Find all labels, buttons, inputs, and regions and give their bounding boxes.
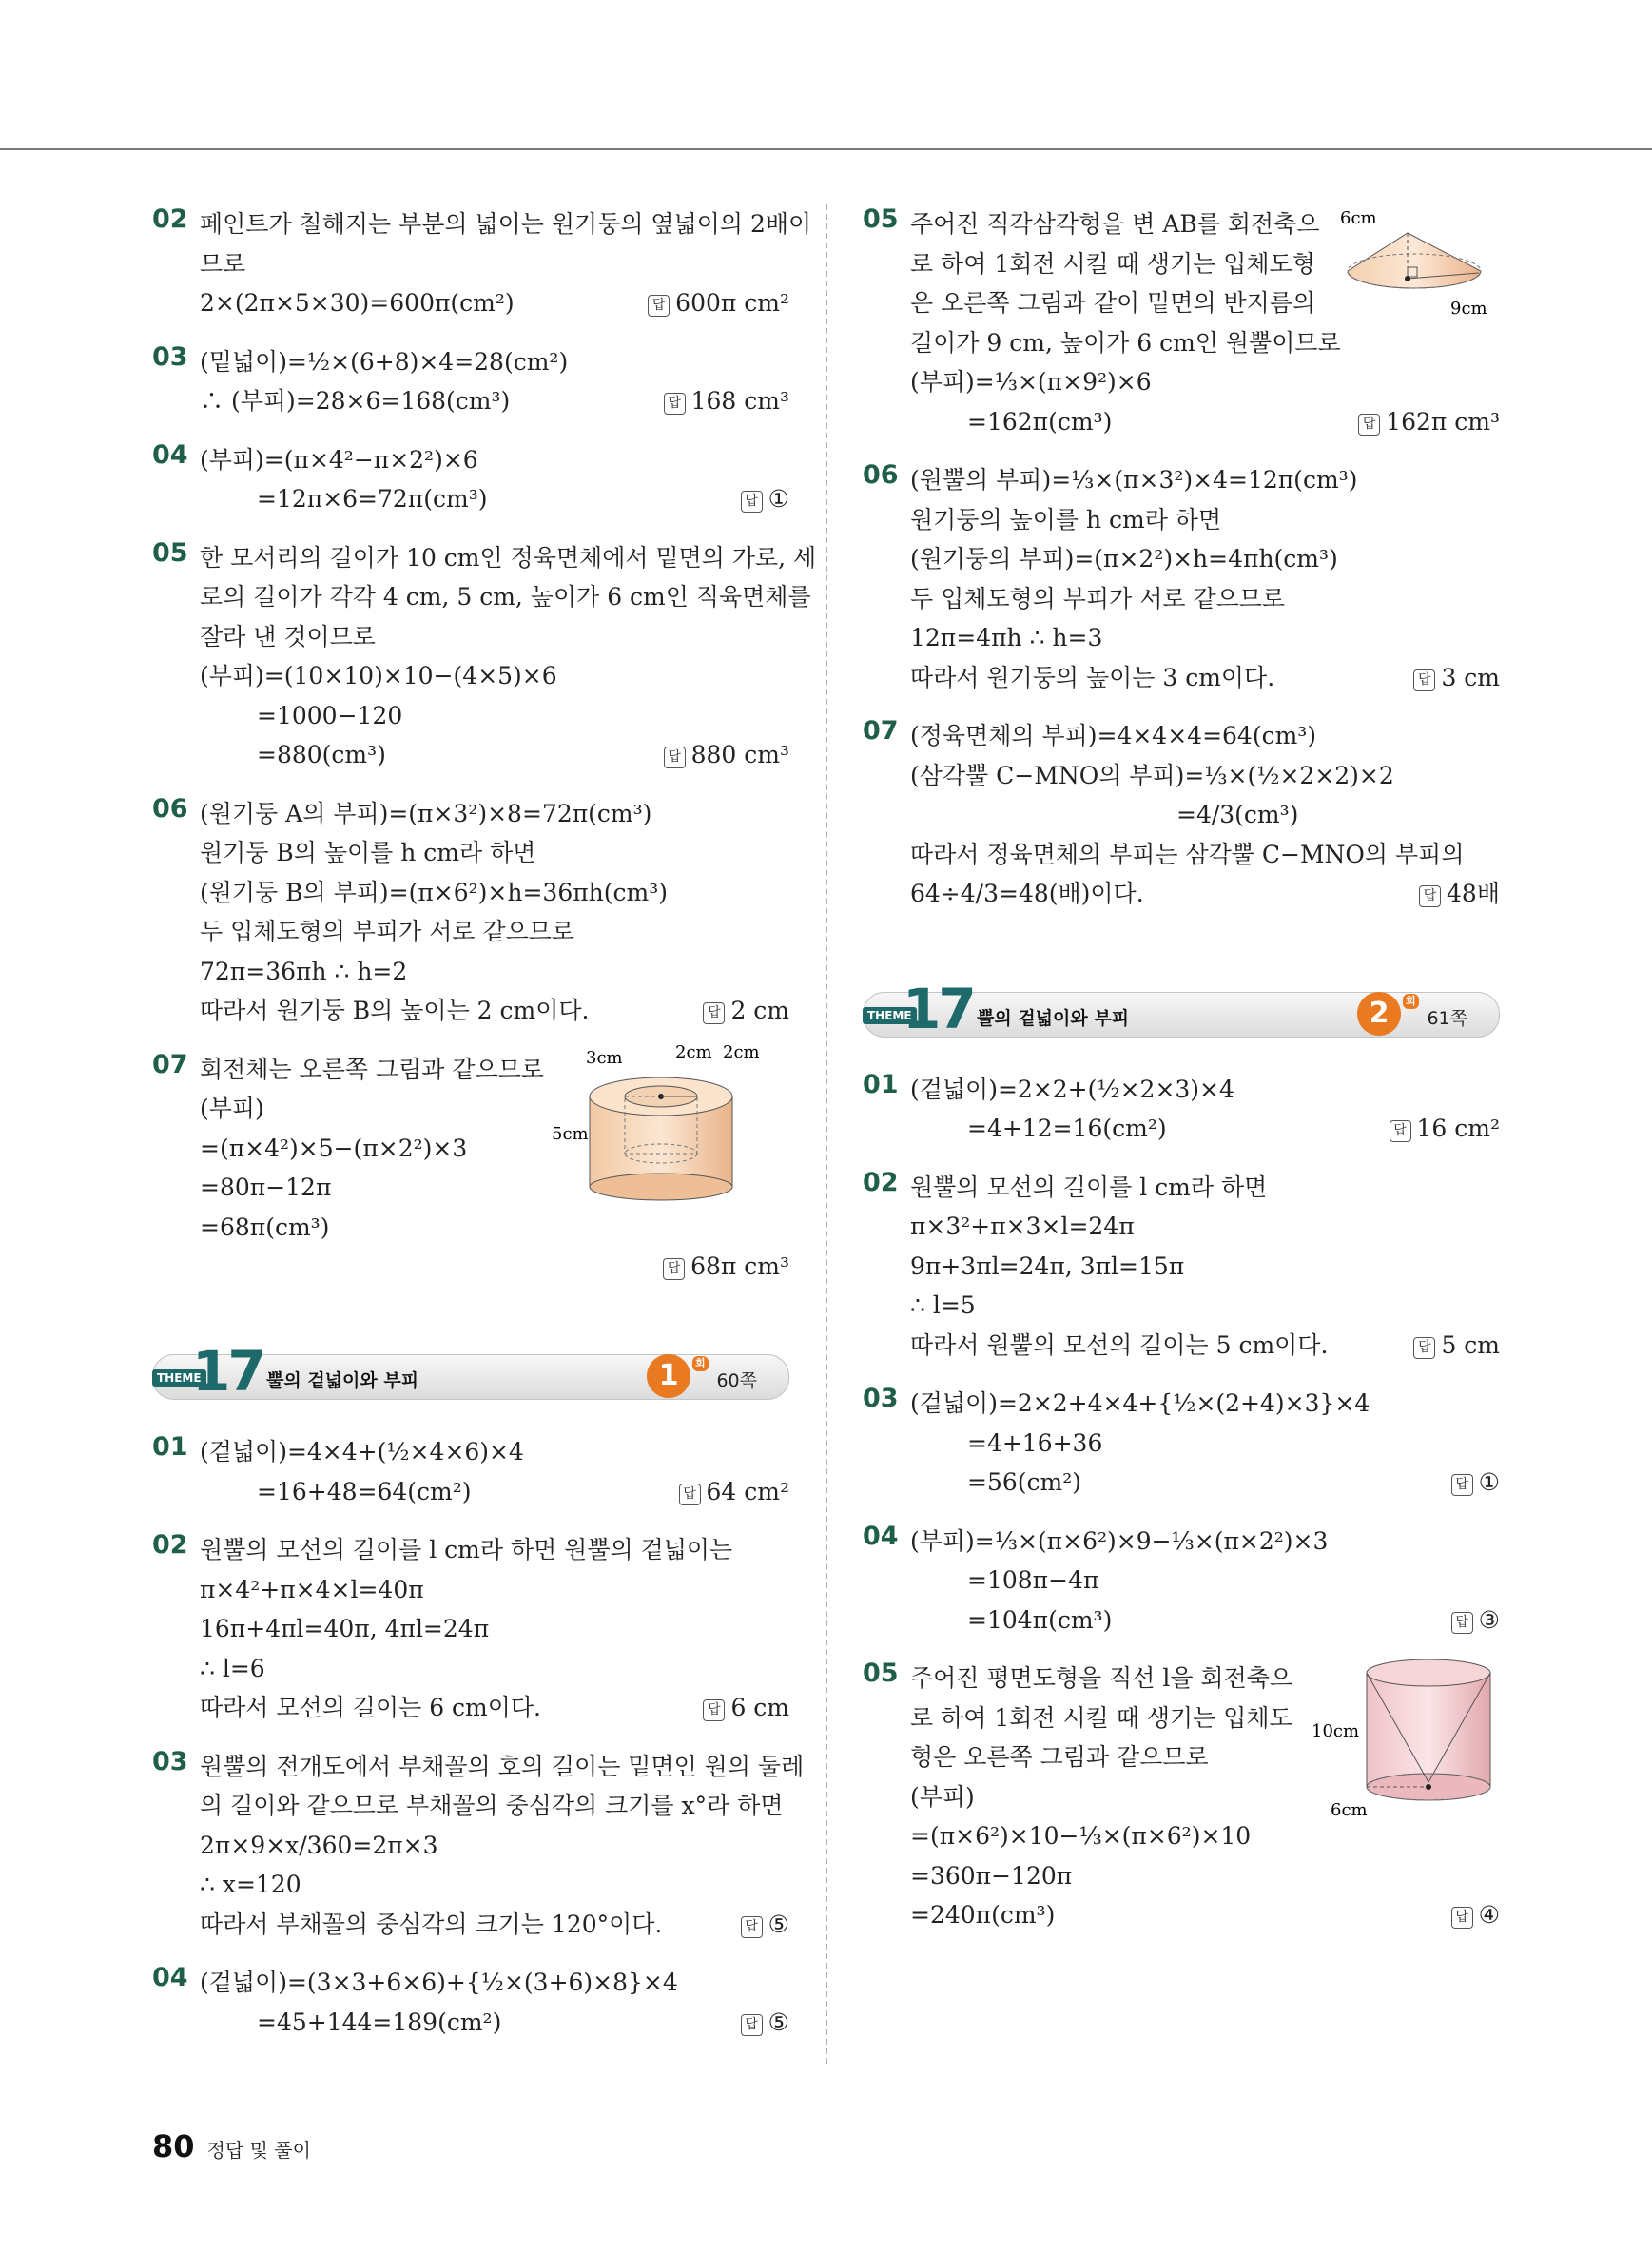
equation: 64÷4/3=48(배)이다. [910, 880, 1144, 907]
problem-number: 07 [152, 1049, 188, 1079]
theme1-problem-03 [152, 1746, 805, 1945]
answer-icon: 답 [1419, 885, 1441, 907]
theme-title: 뿔의 겉넓이와 부피 [266, 1370, 419, 1391]
solution-line: 두 입체도형의 부피가 서로 같으므로 [200, 918, 575, 945]
answer [741, 1905, 789, 1945]
solution-line [910, 1109, 1500, 1149]
solution-line: =80π−12π [200, 1174, 332, 1201]
equation: =45+144=189(cm²) [257, 2008, 502, 2036]
solution-line: 원뿔의 모선의 길이를 l cm라 하면 [910, 1173, 1268, 1201]
solution-line: 회전체는 오른쪽 그림과 같으므로 [200, 1055, 544, 1083]
solution-line: =68π(cm³) [200, 1213, 330, 1241]
label-3cm: 3cm [586, 1047, 623, 1068]
answer-text: 3 cm [1441, 663, 1500, 691]
answer [741, 479, 789, 519]
answer-text: ③ [1478, 1605, 1500, 1634]
solution-line: π×3²+π×3×l=24π [910, 1213, 1135, 1240]
theme-number: 17 [903, 976, 974, 1041]
solution-line: (부피)=(10×10)×10−(4×5)×6 [200, 662, 557, 689]
solution-line: 따라서 정육면체의 부피는 삼각뿔 C−MNO의 부피의 [910, 840, 1465, 868]
solution-line [200, 2003, 789, 2043]
problem-number: 02 [152, 1530, 188, 1560]
left-column [152, 204, 817, 2061]
answer-text: ① [1478, 1468, 1500, 1496]
cylinder-cone-figure [1310, 1649, 1500, 1820]
equation: 따라서 원기둥의 높이는 3 cm이다. [910, 663, 1275, 691]
theme-title: 뿔의 겉넓이와 부피 [977, 1007, 1130, 1029]
page-number: 80 [152, 2128, 195, 2164]
problem-06 [863, 460, 1500, 697]
solution-line: 은 오른쪽 그림과 같이 밑면의 반지름의 [910, 289, 1316, 317]
hollow-cylinder-figure [552, 1044, 780, 1206]
problem-05 [863, 204, 1500, 441]
answer-icon: 답 [703, 1002, 725, 1024]
solution-line: 원뿔의 모선의 길이를 l cm라 하면 원뿔의 겉넓이는 [200, 1536, 733, 1563]
problem-number: 05 [152, 537, 188, 568]
round-badge [647, 1354, 706, 1398]
equation: =240π(cm³) [910, 1901, 1056, 1929]
solution-line: 로 하여 1회전 시킬 때 생기는 입체도형 [910, 249, 1315, 278]
round-number: 2 [1369, 996, 1390, 1030]
theme2-problem-01 [863, 1070, 1500, 1149]
solution-line: (부피)=⅓×(π×9²)×6 [910, 368, 1152, 396]
solution-line: 2π×9×x/360=2π×3 [200, 1831, 438, 1859]
problem-number: 07 [863, 716, 899, 746]
solution-line: 로의 길이가 각각 4 cm, 5 cm, 높이가 6 cm인 직육면체를 [200, 583, 811, 611]
answer-text: 68π cm³ [690, 1252, 789, 1280]
solution-line: =360π−120π [910, 1861, 1073, 1890]
solution-line: π×4²+π×4×l=40π [200, 1575, 424, 1603]
answer [1451, 1895, 1500, 1935]
problem-07 [863, 716, 1500, 914]
problem-07 [152, 1043, 789, 1287]
equation: 따라서 모선의 길이는 6 cm이다. [200, 1694, 541, 1721]
problem-number: 04 [152, 439, 188, 470]
equation: ∴ (부피)=28×6=168(cm³) [200, 387, 511, 415]
problem-05 [152, 537, 817, 775]
problem-number: 03 [863, 1384, 899, 1413]
solution-line: (겉넓이)=2×2+(½×2×3)×4 [910, 1075, 1234, 1103]
answer [664, 381, 789, 421]
solution-line: ∴ x=120 [200, 1871, 301, 1898]
solution-line [910, 1895, 1500, 1935]
solution-line: 의 길이와 같으므로 부채꼴의 중심각의 크기를 x°라 하면 [200, 1792, 784, 1819]
answer [1390, 1109, 1501, 1149]
equation: =162π(cm³) [967, 407, 1113, 436]
equation: 2×(2π×5×30)=600π(cm²) [200, 289, 515, 317]
answer [703, 991, 789, 1031]
top-rule [0, 148, 1652, 150]
solution-line [200, 735, 789, 775]
solution-line: 주어진 직각삼각형을 변 AB를 회전축으 [910, 210, 1320, 238]
round-label: 회 [1403, 994, 1419, 1009]
round-badge [1357, 992, 1416, 1036]
solution-line: =(π×6²)×10−⅓×(π×6²)×10 [910, 1822, 1252, 1850]
problem-06 [152, 794, 789, 1031]
answer [741, 2003, 789, 2043]
solution-line: (부피)=⅓×(π×6²)×9−⅓×(π×2²)×3 [910, 1526, 1329, 1555]
solution-line [200, 1247, 789, 1286]
answer-text: ⑤ [768, 1910, 789, 1938]
solution-line: (부피) [910, 1782, 975, 1811]
solution-line: (겉넓이)=2×2+4×4+{½×(2+4)×3}×4 [910, 1389, 1370, 1417]
problem-02 [152, 204, 812, 323]
solution-line: 9π+3πl=24π, 3πl=15π [910, 1252, 1185, 1280]
answer-text: 64 cm² [706, 1477, 789, 1505]
solution-line: 한 모서리의 길이가 10 cm인 정육면체에서 밑면의 가로, 세 [200, 543, 817, 572]
answer-icon: 답 [679, 1484, 701, 1505]
solution-line: =4+16+36 [967, 1428, 1103, 1457]
round-number: 1 [658, 1359, 679, 1392]
solution-line: (원기둥 B의 부피)=(π×6²)×h=36πh(cm³) [200, 878, 669, 906]
answer [1358, 402, 1500, 442]
answer [1413, 1326, 1500, 1366]
solution-line [910, 874, 1500, 914]
answer-icon: 답 [1413, 669, 1435, 691]
answer-icon: 답 [664, 393, 686, 415]
answer [1451, 1601, 1500, 1640]
answer-text: 162π cm³ [1386, 407, 1500, 436]
answer-icon: 답 [648, 295, 670, 317]
equation: =880(cm³) [257, 741, 386, 768]
equation: =16+48=64(cm²) [257, 1477, 472, 1505]
problem-number: 02 [863, 1167, 899, 1197]
theme-tag: THEME [152, 1369, 206, 1387]
problem-number: 04 [152, 1963, 188, 1992]
solution-line: (겉넓이)=4×4+(½×4×6)×4 [200, 1438, 524, 1465]
solution-line [200, 1472, 789, 1512]
solution-line: (원기둥 A의 부피)=(π×3²)×8=72π(cm³) [200, 799, 652, 827]
answer [1451, 1463, 1500, 1503]
answer-text: 880 cm³ [690, 741, 789, 768]
answer-icon: 답 [1451, 1612, 1473, 1634]
equation: =56(cm²) [967, 1468, 1081, 1496]
equation: 따라서 부채꼴의 중심각의 크기는 120°이다. [200, 1910, 663, 1938]
answer-text: 600π cm² [675, 289, 789, 317]
theme-number: 17 [192, 1339, 263, 1404]
answer-text: 48배 [1447, 880, 1500, 907]
answer [703, 1688, 789, 1728]
solution-line: =108π−4π [967, 1566, 1099, 1594]
answer-text: 16 cm² [1416, 1115, 1500, 1142]
answer-icon: 답 [741, 491, 763, 513]
problem-number: 02 [152, 204, 188, 234]
answer-icon: 답 [1358, 414, 1380, 436]
solution-line: 16π+4πl=40π, 4πl=24π [200, 1615, 490, 1642]
solution-line: (부피) [200, 1095, 264, 1122]
label-2cm-a: 2cm [675, 1043, 712, 1062]
problem-number: 05 [863, 1659, 899, 1688]
answer-icon: 답 [1451, 1474, 1473, 1496]
solution-line: 주어진 평면도형을 직선 l을 회전축으 [910, 1664, 1293, 1692]
problem-03 [152, 342, 789, 421]
answer-icon: 답 [703, 1699, 725, 1721]
label-5cm: 5cm [552, 1123, 589, 1144]
solution-line [200, 1905, 789, 1945]
label-6cm: 6cm [1340, 208, 1377, 228]
solution-line [910, 1601, 1500, 1640]
answer-icon: 답 [1451, 1907, 1473, 1929]
solution-line: 72π=36πh ∴ h=2 [200, 957, 408, 985]
solution-line [910, 1463, 1500, 1503]
answer-icon: 답 [1390, 1120, 1411, 1142]
theme2-problem-02 [863, 1168, 1500, 1366]
answer-text: 2 cm [730, 997, 789, 1024]
right-column [863, 204, 1500, 1954]
solution-line: (정육면체의 부피)=4×4×4=64(cm³) [910, 722, 1317, 749]
answer-text: ④ [1478, 1901, 1500, 1929]
label-9cm: 9cm [1450, 299, 1487, 319]
answer [679, 1472, 790, 1512]
solution-line: 길이가 9 cm, 높이가 6 cm인 원뿔이므로 [910, 328, 1341, 357]
solution-line: (원뿔의 부피)=⅓×(π×3²)×4=12π(cm³) [910, 466, 1358, 494]
solution-line: =1000−120 [257, 701, 403, 729]
solution-line: 로 하여 1회전 시킬 때 생기는 입체도 [910, 1703, 1292, 1732]
problem-number: 05 [863, 204, 899, 234]
solution-line [200, 1688, 789, 1728]
solution-line: 12π=4πh ∴ h=3 [910, 624, 1103, 651]
equation: 따라서 원기둥 B의 높이는 2 cm이다. [200, 997, 590, 1024]
solution-line: (겉넓이)=(3×3+6×6)+{½×(3+6)×8}×4 [200, 1969, 678, 1996]
answer-icon: 답 [741, 2014, 763, 2036]
answer-icon: 답 [1413, 1337, 1435, 1359]
problem-number: 01 [863, 1069, 899, 1099]
page-footer [152, 2128, 311, 2164]
answer [1413, 658, 1500, 698]
theme-tag: THEME [863, 1007, 917, 1024]
problem-number: 01 [152, 1432, 188, 1462]
round-label: 회 [692, 1356, 709, 1371]
answer-text: ⑤ [768, 2008, 789, 2036]
label-2cm-b: 2cm [723, 1043, 760, 1062]
theme-page: 60쪽 [716, 1370, 757, 1391]
solution-line: (원기둥의 부피)=(π×2²)×h=4πh(cm³) [910, 545, 1338, 572]
equation: =104π(cm³) [967, 1605, 1113, 1634]
solution-line: 원기둥 B의 높이를 h cm라 하면 [200, 839, 536, 866]
answer-text: ① [768, 485, 789, 513]
solution-line: ∴ l=5 [910, 1291, 976, 1319]
solution-line: 형은 오른쪽 그림과 같으므로 [910, 1743, 1209, 1771]
theme2-problem-05 [863, 1659, 1500, 1935]
solution-line: 므로 [200, 249, 246, 278]
answer [1419, 874, 1500, 914]
problem-number: 03 [152, 341, 188, 372]
theme-page: 61쪽 [1427, 1007, 1467, 1029]
theme1-problem-01 [152, 1432, 789, 1511]
equation: =4+12=16(cm²) [967, 1115, 1167, 1142]
solution-line: 잘라 낸 것이므로 [200, 622, 376, 650]
equation: =12π×6=72π(cm³) [257, 485, 488, 513]
solution-line [910, 1326, 1500, 1366]
theme1-problem-02 [152, 1530, 789, 1728]
equation: 따라서 원뿔의 모선의 길이는 5 cm이다. [910, 1330, 1329, 1359]
solution-line: 원뿔의 전개도에서 부채꼴의 호의 길이는 밑면인 원의 둘레 [200, 1752, 805, 1780]
answer-icon: 답 [663, 1258, 685, 1280]
solution-line: (삼각뿔 C−MNO의 부피)=⅓×(½×2×2)×2 [910, 761, 1394, 789]
problem-04 [152, 440, 789, 519]
problem-number: 04 [863, 1521, 899, 1551]
solution-line: 페인트가 칠해지는 부분의 넓이는 원기둥의 옆넓이의 2배이 [200, 210, 812, 238]
answer-text: 168 cm³ [690, 387, 789, 415]
answer-text: 5 cm [1441, 1330, 1500, 1359]
solution-line [910, 402, 1500, 442]
footer-label: 정답 및 풀이 [206, 2139, 311, 2162]
solution-line: (부피)=(π×4²−π×2²)×6 [200, 445, 478, 474]
solution-line: (밑넓이)=½×(6+8)×4=28(cm²) [200, 347, 569, 376]
theme-header-1 [152, 1339, 789, 1407]
answer [663, 1247, 789, 1287]
solution-line [200, 991, 789, 1031]
cone-figure [1338, 204, 1500, 319]
solution-line [910, 658, 1500, 698]
answer-text: 6 cm [730, 1694, 789, 1721]
problem-number: 06 [863, 460, 899, 490]
theme-header-2 [863, 976, 1500, 1045]
solution-line: 두 입체도형의 부피가 서로 같으므로 [910, 584, 1286, 612]
solution-line [200, 283, 789, 323]
theme1-problem-04 [152, 1963, 789, 2042]
answer-icon: 답 [741, 1916, 763, 1938]
answer-icon: 답 [664, 747, 686, 768]
answer [664, 735, 789, 775]
solution-line: =(π×4²)×5−(π×2²)×3 [200, 1134, 468, 1162]
answer [648, 283, 789, 323]
solution-line: 원기둥의 높이를 h cm라 하면 [910, 505, 1222, 534]
solution-line [200, 381, 789, 421]
label-10cm: 10cm [1312, 1721, 1360, 1741]
theme2-problem-04 [863, 1522, 1500, 1640]
solution-line: ∴ l=6 [200, 1654, 265, 1682]
problem-number: 03 [152, 1746, 188, 1776]
problem-number: 06 [152, 793, 188, 824]
theme2-problem-03 [863, 1384, 1500, 1503]
column-divider [826, 204, 827, 2064]
label-6cm: 6cm [1331, 1800, 1368, 1820]
solution-line [200, 479, 789, 519]
solution-line: =4/3(cm³) [1176, 801, 1299, 828]
